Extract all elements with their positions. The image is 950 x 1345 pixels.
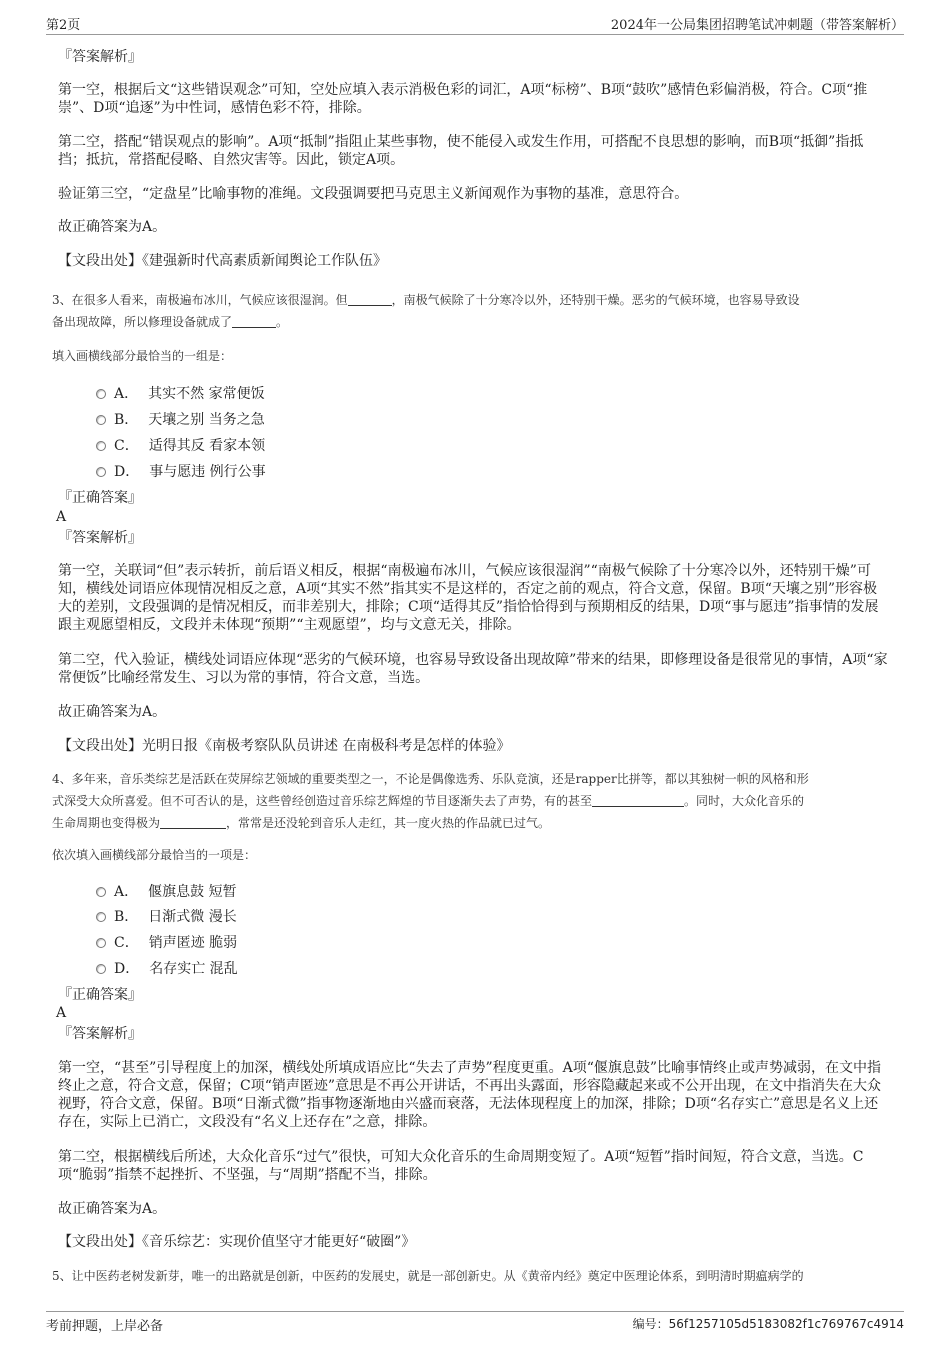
blank	[592, 794, 684, 807]
option-d[interactable]: D． 名存实亡 混乱	[96, 958, 238, 978]
source-citation: 【文段出处】《音乐综艺：实现价值坚守才能更好“破圈”》	[58, 1234, 416, 1250]
analysis-paragraph: 第一空，根据后文“这些错误观念”可知，空处应填入表示消极色彩的词汇，A项“标榜”、B项“鼓吹”感情色彩偏消极，符合。C项“推崇”、D项“追逐”为中性词，感情色彩不符，排除。	[58, 82, 868, 116]
radio-icon[interactable]	[96, 887, 106, 897]
radio-icon[interactable]	[96, 912, 106, 922]
analysis-paragraph: 第一空，“甚至”引导程度上的加深，横线处所填成语应比“失去了声势”程度更重。A项“偃旗息鼓”比喻事情终止或声势减弱，在文中指终止之意，符合文意，保留；C项“销声匿迹”意思是不再公开讲话，不再出头露面，形容隐藏起来或不公开出现，在文中指消失在大众视野，符合文意，保留。B项“日渐式微”指事物逐渐地由兴盛而衰落，无法体现程度上的加深，排除；D项“名存实亡”意思是名义上还存在，实际上已消亡，文段没有“名义上还存在”之意，排除。	[58, 1060, 882, 1130]
option-c[interactable]: C． 销声匿迹 脆弱	[96, 932, 237, 952]
radio-icon[interactable]	[96, 938, 106, 948]
answer-conclusion: 故正确答案为A。	[58, 1201, 167, 1217]
analysis-paragraph: 第二空，搭配“错误观点的影响”。A项“抵制”指阻止某些事物，使不能侵入或发生作用，可搭配不良思想的影响，而B项“抵御”指抵挡；抵抗，常搭配侵略、自然灾害等。因此，锁定A项。	[58, 134, 864, 168]
analysis-paragraph: 第二空，代入验证，横线处词语应体现“恶劣的气候环境，也容易导致设备出现故障”带来的结果，即修理设备是很常见的事情，A项“家常便饭”比喻经常发生、习以为常的事情，符合文意，当选。	[58, 652, 888, 686]
analysis-label: 『答案解析』	[58, 530, 142, 546]
option-a[interactable]: A． 偃旗息鼓 短暂	[96, 881, 237, 901]
correct-answer: A	[56, 509, 67, 525]
correct-answer-label: 『正确答案』	[58, 987, 142, 1003]
question-stem: 4、多年来，音乐类综艺是活跃在荧屏综艺领域的重要类型之一，不论是偶像选秀、乐队竞演，还是rapper比拼等，都以其独树一帜的风格和形 式深受大众所喜爱。但不可否认的是，这些曾经创造过音乐综艺辉煌的节目逐渐失去了声势，有的甚至 。同时，大众化音乐的 生命周期也变得极为 ，常常是还没轮到音乐人走红，其一度火热的作品就已过气。	[52, 772, 809, 830]
radio-icon[interactable]	[96, 415, 106, 425]
answer-conclusion: 故正确答案为A。	[58, 219, 167, 235]
analysis-label: 『答案解析』	[58, 49, 142, 65]
radio-icon[interactable]	[96, 467, 106, 477]
blank	[232, 315, 276, 328]
blank	[348, 293, 392, 306]
question-prompt: 填入画横线部分最恰当的一组是：	[52, 349, 233, 363]
page-header	[46, 12, 904, 35]
analysis-paragraph: 验证第三空，“定盘星”比喻事物的准绳。文段强调要把马克思主义新闻观作为事物的基准，意思符合。	[58, 186, 689, 202]
question-stem: 3、在很多人看来，南极遍布冰川，气候应该很湿润。但 ，南极气候除了十分寒冷以外，还特别干燥。恶劣的气候环境，也容易导致设 备出现故障，所以修理设备就成了 。	[52, 293, 800, 329]
correct-answer: A	[56, 1005, 67, 1021]
option-c[interactable]: C． 适得其反 看家本领	[96, 435, 265, 455]
option-b[interactable]: B． 日渐式微 漫长	[96, 906, 237, 926]
option-a[interactable]: A． 其实不然 家常便饭	[96, 383, 265, 403]
radio-icon[interactable]	[96, 964, 106, 974]
answer-conclusion: 故正确答案为A。	[58, 704, 167, 720]
correct-answer-label: 『正确答案』	[58, 490, 142, 506]
radio-icon[interactable]	[96, 389, 106, 399]
analysis-paragraph: 第二空，根据横线后所述，大众化音乐“过气”很快，可知大众化音乐的生命周期变短了。A项“短暂”指时间短，符合文意，当选。C项“脆弱”指禁不起挫折、不坚强，与“周期”搭配不当，排除。	[58, 1149, 864, 1183]
footer-slogan: 考前押题，上岸必备	[46, 1319, 164, 1334]
document-id: 编号：56f1257105d5183082f1c769767c4914	[632, 1317, 904, 1331]
question-prompt: 依次填入画横线部分最恰当的一项是：	[52, 848, 257, 862]
source-citation: 【文段出处】光明日报《南极考察队队员讲述 在南极科考是怎样的体验》	[58, 738, 511, 754]
page-number: 第2页	[46, 18, 81, 33]
document-title: 2024年一公局集团招聘笔试冲刺题（带答案解析）	[610, 18, 904, 33]
option-b[interactable]: B． 天壤之别 当务之急	[96, 409, 265, 429]
source-citation: 【文段出处】《建强新时代高素质新闻舆论工作队伍》	[58, 253, 387, 269]
question-stem: 5、让中医药老树发新芽，唯一的出路就是创新，中医药的发展史，就是一部创新史。从《黄帝内经》奠定中医理论体系，到明清时期瘟病学的	[52, 1269, 804, 1283]
blank	[160, 816, 226, 829]
option-d[interactable]: D． 事与愿违 例行公事	[96, 461, 266, 481]
analysis-label: 『答案解析』	[58, 1026, 142, 1042]
analysis-paragraph: 第一空，关联词“但”表示转折，前后语义相反，根据“南极遍布冰川，气候应该很湿润”“南极气候除了十分寒冷以外，还特别干燥”可知，横线处词语应体现情况相反之意，A项“其实不然”指其实不是这样的，否定之前的观点，符合文意，保留。B项“天壤之别”形容极大的差别，文段强调的是情况相反，而非差别大，排除；C项“适得其反”指恰恰得到与预期相反的结果，D项“事与愿违”指事情的发展跟主观愿望相反，文段并未体现“预期”“主观愿望”，均与文意无关，排除。	[58, 563, 879, 633]
page-footer	[46, 1311, 904, 1336]
radio-icon[interactable]	[96, 441, 106, 451]
